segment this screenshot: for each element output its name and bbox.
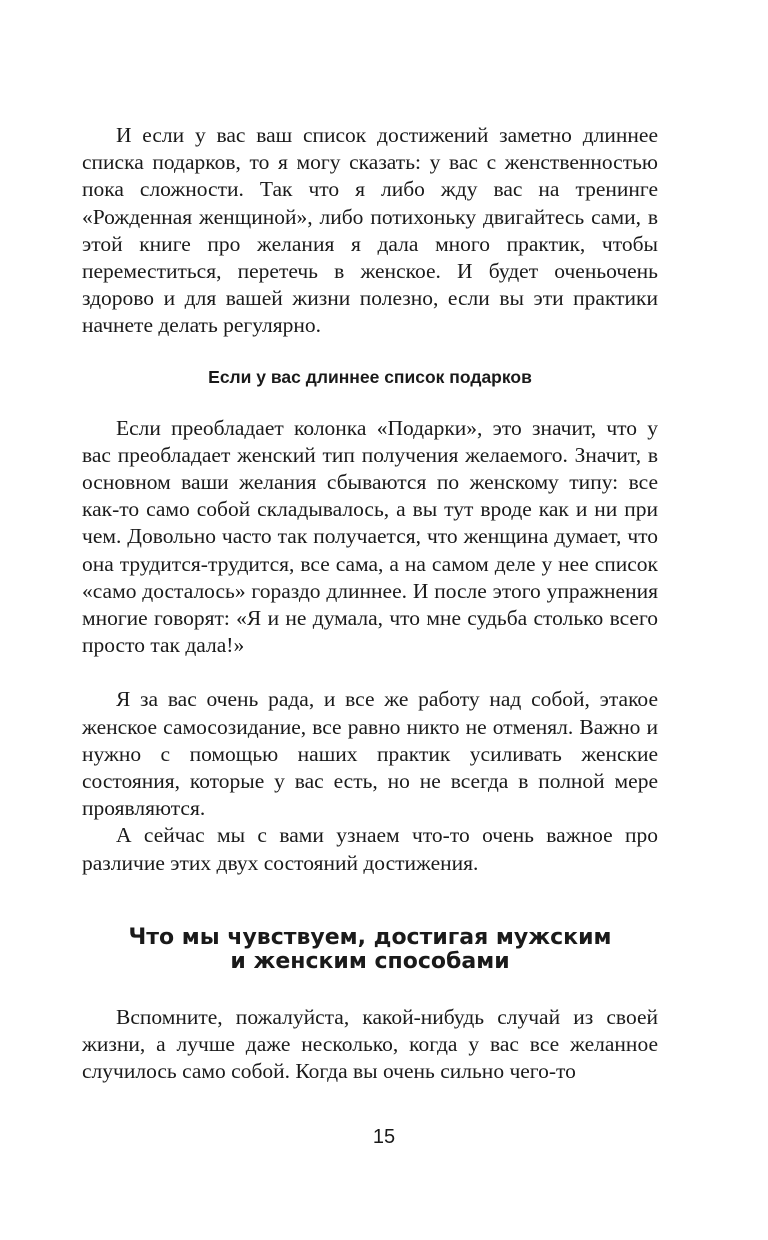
section-heading-line-1: Что мы чувствуем, достигая мужским <box>128 924 612 950</box>
paragraph-intro: И если у вас ваш список достижений заметно длиннее списка подарков, то я могу сказать: у вас с женственностью пока сложности. Так что я либо жду вас на тренинге «Рожденная женщиной», либо потихоньку двигайтесь сами, в этой книге про желания я дала много практик, чтобы переместиться, перетечь в женское. И будет оченьочень здорово и для вашей жизни полезно, если вы эти практики начнете делать регулярно. <box>82 123 658 338</box>
paragraph-gifts-2: Я за вас очень рада, и все же работу над собой, этакое женское самосозидание, все равно никто не отменял. Важно и нужно с помощью наших практик усиливать женские состояния, которые у вас есть, но не всегда в полной мере проявляются. <box>82 687 658 821</box>
paragraph-gifts-1: Если преобладает колонка «Подарки», это значит, что у вас преобладает женский тип получения желаемого. Значит, в основном ваши желания сбываются по женскому типу: все как-то само собой складывалось, а вы тут вроде как и ни при чем. Довольно часто так получается, что женщина думает, что она трудится-трудится, все сама, а на самом деле у нее список «само досталось» гораздо длиннее. И после этого упражнения многие говорят: «Я и не думала, что мне судьба столько всего просто так дала!» <box>82 415 658 658</box>
section-heading-line-2: и женским способами <box>230 949 510 975</box>
section-heading <box>82 926 658 975</box>
page-number: 15 <box>372 1126 396 1148</box>
subheading-gifts: Если у вас длиннее список подарков <box>208 366 532 387</box>
paragraph-gifts-3: А сейчас мы с вами узнаем что-то очень важное про различие этих двух состояний достижения. <box>82 823 658 875</box>
book-page <box>82 122 658 1085</box>
paragraph-section-1: Вспомните, пожалуйста, какой-нибудь случай из своей жизни, а лучше даже несколько, когда у вас все желанное случилось само собой. Когда вы очень сильно чего-то <box>82 1004 658 1084</box>
